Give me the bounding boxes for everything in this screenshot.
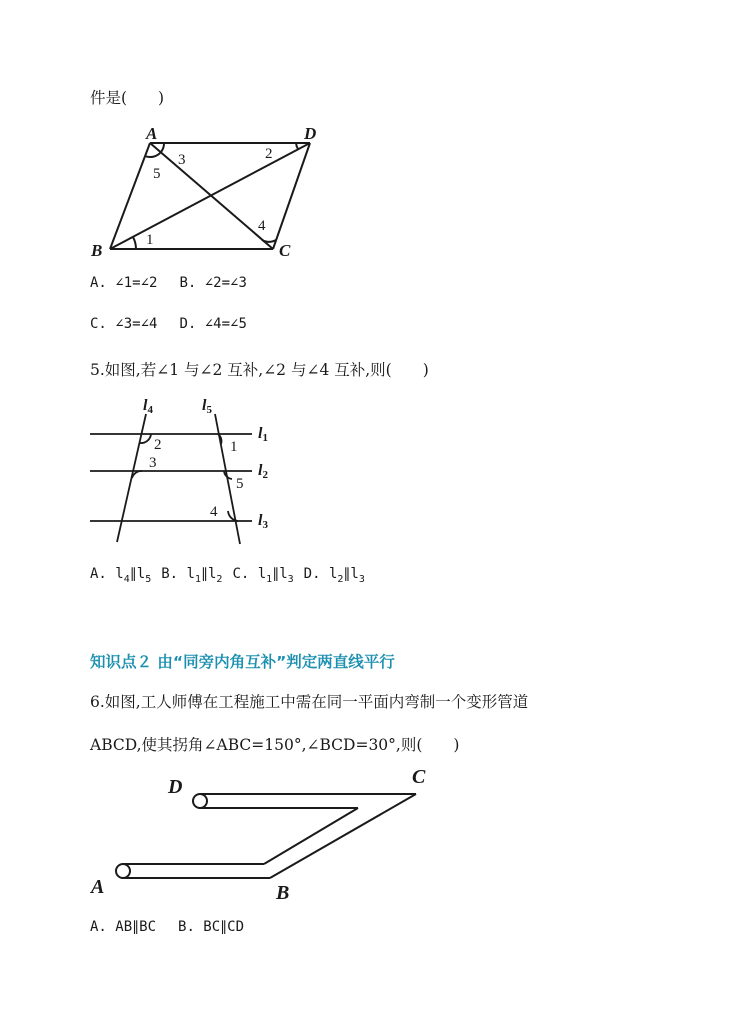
q4-stem-tail: 件是( ) <box>90 89 165 107</box>
q5-options <box>90 566 365 585</box>
q5-label-l4: l4 <box>143 397 153 416</box>
q4-angle-1: 1 <box>146 232 154 248</box>
q6-label-a: A <box>91 876 105 898</box>
q5-label-l5: l5 <box>202 397 212 416</box>
q5-stem: 5.如图,若∠1 与∠2 互补,∠2 与∠4 互补,则( ) <box>90 361 429 379</box>
q5-angle-5: 5 <box>236 476 244 492</box>
q5-option-c[interactable]: C. $l_1\parallel l_3$ <box>232 566 294 585</box>
q5-label-l3: l3 <box>258 512 268 531</box>
q4-option-a[interactable]: A. ∠1=∠2 <box>90 275 158 291</box>
q4-angle-5: 5 <box>153 166 161 182</box>
q5-label-l2: l2 <box>258 462 268 481</box>
q4-options-row-2 <box>90 316 247 332</box>
q4-angle-3: 3 <box>178 152 186 168</box>
q4-option-c[interactable]: C. ∠3=∠4 <box>90 316 158 332</box>
q4-label-d: D <box>304 124 317 143</box>
q6-label-c: C <box>412 766 426 788</box>
q6-stem-line-1: 6.如图,工人师傅在工程施工中需在同一平面内弯制一个变形管道 <box>90 693 529 711</box>
q6-options <box>90 919 244 935</box>
q6-option-b[interactable]: B. BC∥CD <box>178 919 245 935</box>
q6-option-a[interactable]: A. AB∥BC <box>90 919 157 935</box>
q5-angle-3: 3 <box>149 455 157 471</box>
q5-angle-2: 2 <box>154 437 162 453</box>
q4-option-b[interactable]: B. ∠2=∠3 <box>179 275 247 291</box>
section-heading: 知识点２ 由“同旁内角互补”判定两直线平行 <box>90 653 395 671</box>
q6-label-b: B <box>276 882 290 904</box>
q4-angle-4: 4 <box>258 218 266 234</box>
q6-label-d: D <box>168 776 183 798</box>
q5-angle-4: 4 <box>210 504 218 520</box>
q4-label-c: C <box>279 241 291 260</box>
q5-label-l1: l1 <box>258 425 268 444</box>
q4-angle-2: 2 <box>265 146 273 162</box>
q5-option-b[interactable]: B. $l_1\parallel l_2$ <box>161 566 223 585</box>
q5-option-d[interactable]: D. $l_2\parallel l_3$ <box>303 566 365 585</box>
q5-angle-1: 1 <box>230 439 238 455</box>
q6-stem-line-2: ABCD,使其拐角∠ABC=150°,∠BCD=30°,则( ) <box>90 736 460 754</box>
q5-option-a[interactable]: A. $l_4\parallel l_5$ <box>90 566 152 585</box>
q4-option-d[interactable]: D. ∠4=∠5 <box>179 316 247 332</box>
q4-label-b: B <box>91 241 103 260</box>
q4-options-row-1 <box>90 275 247 291</box>
q4-label-a: A <box>146 124 158 143</box>
